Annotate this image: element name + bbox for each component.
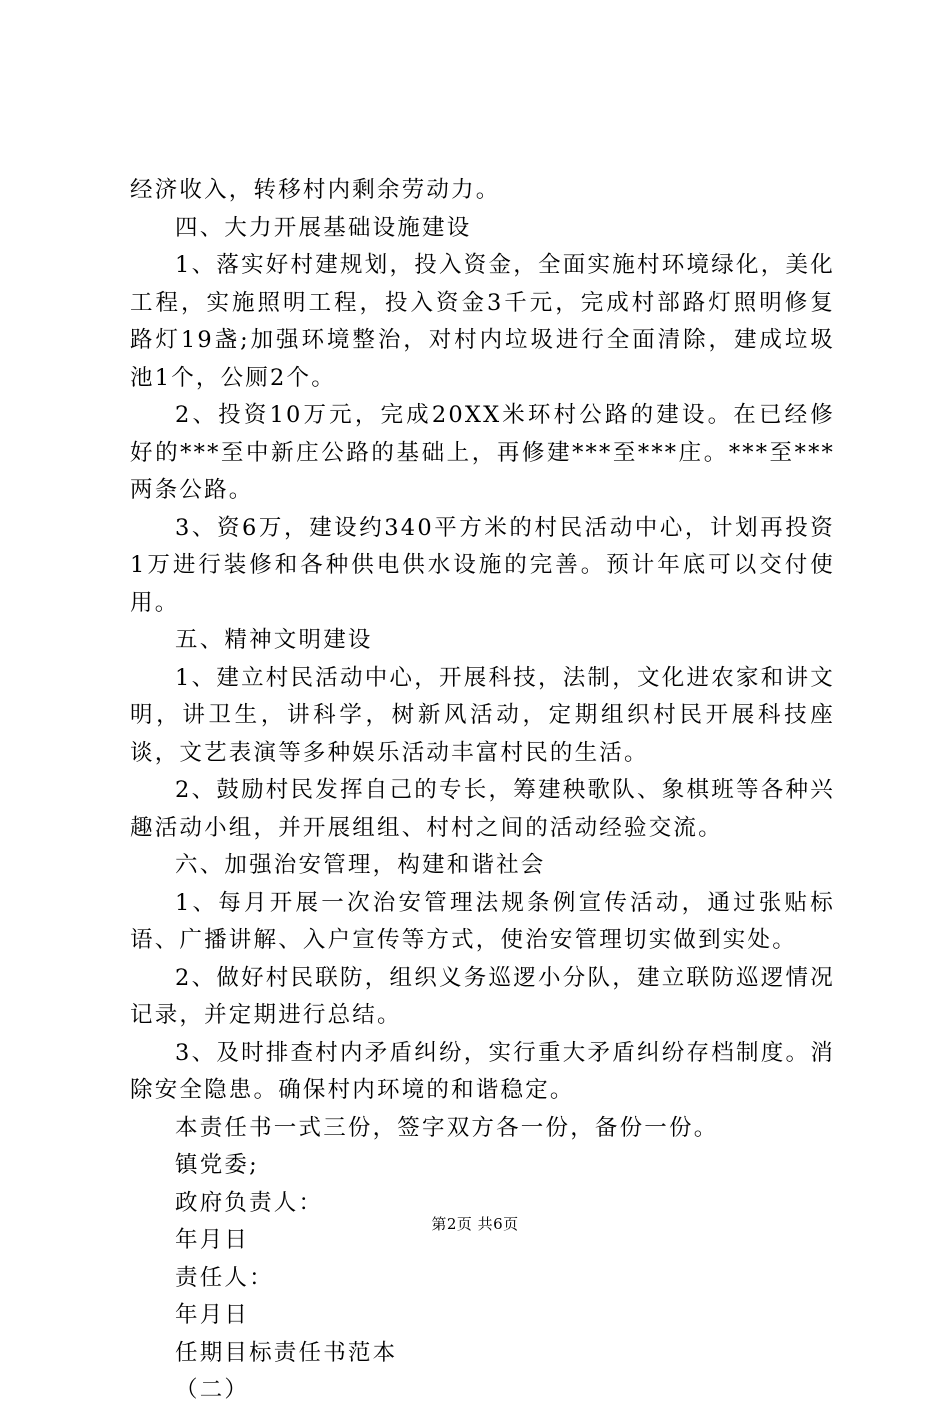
paragraph: 本责任书一式三份，签字双方各一份，备份一份。 (175, 1114, 719, 1141)
paragraph: 经济收入，转移村内剩余劳动力。 (130, 177, 501, 203)
section-heading: 六、加强治安管理，构建和谐社会 (175, 852, 546, 878)
paragraph: 3、资6万，建设约340平方米的村民活动中心，计划再投资1万进行装修和各种供电供水设施的完善。预计年底可以交付使用。 (130, 514, 835, 616)
paragraph: 2、投资10万元，完成20XX米环村公路的建设。在已经修好的***至中新庄公路的基础上，再修建***至***庄。***至***两条公路。 (130, 402, 835, 503)
paragraph: 1、建立村民活动中心，开展科技，法制，文化进农家和讲文明，讲卫生，讲科学，树新风活动，定期组织村民开展科技座谈，文艺表演等多种娱乐活动丰富村民的生活。 (130, 664, 835, 766)
section-heading: 四、大力开展基础设施建设 (175, 214, 472, 241)
paragraph: 2、鼓励村民发挥自己的专长，筹建秧歌队、象棋班等各种兴趣活动小组，并开展组组、村村之间的活动经验交流。 (130, 777, 835, 841)
signature-line: 政府负责人： (175, 1189, 324, 1216)
date-line: 年月日 (175, 1227, 250, 1253)
signature-line: 责任人： (175, 1264, 274, 1291)
paragraph: 2、做好村民联防，组织义务巡逻小分队，建立联防巡逻情况记录，并定期进行总结。 (130, 964, 835, 1028)
document-title: 任期目标责任书范本 (175, 1339, 398, 1366)
paragraph: 1、落实好村建规划，投入资金，全面实施村环境绿化，美化工程，实施照明工程，投入资金3千元，完成村部路灯照明修复路灯19盏;加强环境整治，对村内垃圾进行全面清除，建成垃圾池1个，公厕2个。 (130, 252, 835, 391)
signature-line: 镇党委; (175, 1152, 259, 1178)
page-number-footer: 第2页 共6页 (431, 1215, 519, 1233)
paragraph: 3、及时排查村内矛盾纠纷，实行重大矛盾纠纷存档制度。消除安全隐患。确保村内环境的和谐稳定。 (130, 1039, 835, 1103)
date-line: 年月日 (175, 1302, 250, 1328)
paragraph: 1、每月开展一次治安管理法规条例宣传活动，通过张贴标语、广播讲解、入户宣传等方式，使治安管理切实做到实处。 (130, 889, 835, 953)
section-number: （二） (175, 1377, 250, 1403)
section-heading: 五、精神文明建设 (175, 627, 373, 653)
